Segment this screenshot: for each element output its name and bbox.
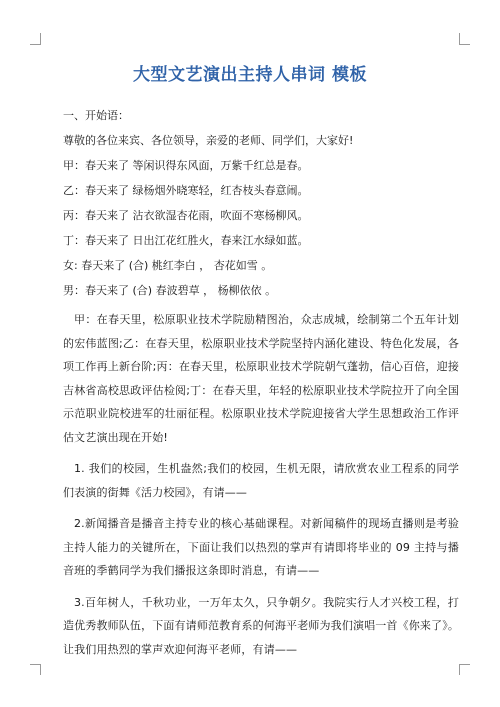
- crop-mark-top-left: [30, 44, 41, 45]
- document-body: [63, 108, 459, 669]
- crop-mark-bottom-right: [459, 664, 470, 665]
- host-line-ding: 丁：春天来了 日出江花红胜火，春来江水绿如蓝。: [63, 234, 309, 247]
- program-item-3: 3.百年树人，千秋功业，一万年太久，只争朝夕。我院实行人才兴校工程，打造优秀教师队伍，下面有请师范教育系的何海平老师为我们演唱一首《你来了》。让我们用热烈的掌声欢迎何海平老师，有请——: [63, 595, 459, 656]
- crop-mark-bottom-left: [40, 664, 41, 675]
- document-title: 大型文艺演出主持人串词 模板: [133, 65, 367, 85]
- greeting-line: 尊敬的各位来宾、各位领导，亲爱的老师、同学们，大家好!: [63, 134, 354, 147]
- crop-mark-bottom-right: [459, 664, 460, 675]
- host-line-female: 女: 春天来了 (合) 桃红李白 ， 杏花如雪 。: [63, 259, 273, 272]
- host-line-yi: 乙：春天来了 绿杨烟外晓寒轻，红杏枝头春意闹。: [63, 184, 309, 197]
- crop-mark-top-left: [40, 33, 41, 44]
- host-line-male: 男：春天来了 (合) 春波碧草 ， 杨柳依依 。: [63, 284, 277, 297]
- host-line-bing: 丙：春天来了 沾衣欲湿杏花雨，吹面不寒杨柳风。: [63, 209, 309, 222]
- section-heading: 一、开始语：: [63, 109, 129, 122]
- host-line-jia: 甲：春天来了 等闲识得东风面，万紫千红总是春。: [63, 159, 309, 172]
- crop-mark-top-right: [459, 44, 470, 45]
- crop-mark-top-right: [459, 33, 460, 44]
- opening-paragraph: 甲：在春天里，松原职业技术学院励精图治，众志成城，绘制第二个五年计划的宏伟蓝图;乙：在春天里，松原职业技术学院坚持内涵化建设、特色化发展，各项工作再上新台阶;丙：在春天里，松原职业技术学院朝气蓬勃，信心百倍，迎接吉林省高校思政评估检阅;丁：在春天里，年轻的松原职业技术学院拉开了向全国示范职业院校进军的壮丽征程。松原职业技术学院迎接省大学生思想政治工作评估文艺演出现在开始!: [63, 313, 459, 444]
- program-item-1: 1. 我们的校园，生机盎然;我们的校园，生机无限，请欣赏农业工程系的同学们表演的街舞《活力校园》，有请——: [63, 462, 459, 499]
- program-item-2: 2.新闻播音是播音主持专业的核心基础课程。对新闻稿件的现场直播则是考验主持人能力的关键所在，下面让我们以热烈的掌声有请即将毕业的 09 主持与播音班的季鹤同学为我们播报这条即时消息，有请——: [63, 517, 459, 577]
